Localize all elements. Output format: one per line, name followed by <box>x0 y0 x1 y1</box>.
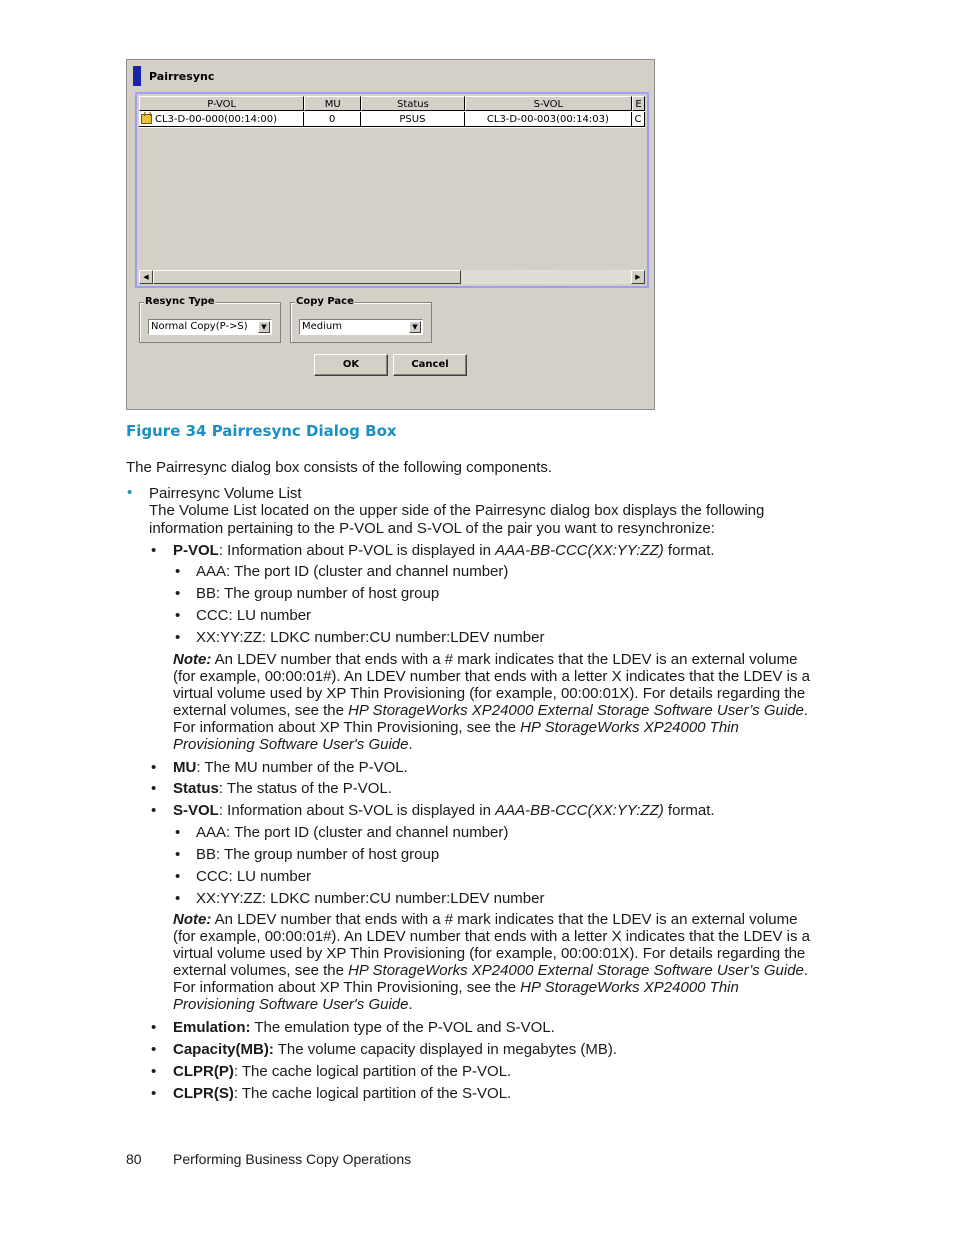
pvol-sub-bullet: • <box>175 585 181 602</box>
svol-sub-bullet: • <box>175 890 181 907</box>
note-guide-1: HP StorageWorks XP24000 External Storage Software User’s Guide <box>348 702 804 719</box>
svol-sub-item: CCC: LU number <box>196 868 312 885</box>
resync-type-group <box>139 296 281 343</box>
grid-header <box>139 96 645 111</box>
volume-grid <box>139 96 645 128</box>
emulation-text: The emulation type of the P-VOL and S-VOL. <box>250 1019 555 1036</box>
svol-sub-item: XX:YY:ZZ: LDKC number:CU number:LDEV number <box>196 890 545 907</box>
dialog-title: Pairresync <box>149 70 215 83</box>
svol-sub-item: AAA: The port ID (cluster and channel number) <box>196 824 509 841</box>
clprs-bullet: • <box>151 1085 157 1102</box>
pvol-sub-item: BB: The group number of host group <box>196 585 440 602</box>
cell-status: PSUS <box>361 112 465 127</box>
status-item <box>173 780 392 797</box>
clprp-term: CLPR(P) <box>173 1063 234 1080</box>
resync-type-label: Resync Type <box>145 296 215 307</box>
pvol-bullet: • <box>151 542 157 559</box>
svol-item <box>173 802 715 819</box>
note-label: Note: <box>173 911 212 928</box>
svol-text-pre: : Information about S-VOL is displayed in <box>218 802 496 819</box>
svol-sub-bullet: • <box>175 868 181 885</box>
resync-type-select[interactable] <box>148 319 272 335</box>
pvol-sub-bullet: • <box>175 607 181 624</box>
status-text: : The status of the P-VOL. <box>218 780 392 797</box>
section-title: Pairresync Volume List <box>149 485 302 502</box>
cancel-button[interactable]: Cancel <box>393 354 467 376</box>
note-text-3: . <box>408 996 413 1013</box>
pvol-note <box>173 651 813 753</box>
clprs-term: CLPR(S) <box>173 1085 234 1102</box>
dialog-marker <box>133 66 141 86</box>
capacity-term: Capacity(MB): <box>173 1041 274 1058</box>
svol-term: S-VOL <box>173 802 219 819</box>
pairresync-dialog <box>126 59 655 410</box>
resync-type-value: Normal Copy(P->S) <box>151 321 248 332</box>
figure-caption: Figure 34 Pairresync Dialog Box <box>126 422 397 440</box>
svol-sub-bullet: • <box>175 846 181 863</box>
pvol-sub-bullet: • <box>175 629 181 646</box>
pvol-text-pre: : Information about P-VOL is displayed in <box>218 542 496 559</box>
clprp-item <box>173 1063 511 1080</box>
pvol-item <box>173 542 715 559</box>
note-text-3: . <box>408 736 413 753</box>
scroll-left-icon[interactable]: ◀ <box>139 270 153 284</box>
pvol-value: CL3-D-00-000(00:14:00) <box>155 114 277 125</box>
pvol-format: AAA-BB-CCC(XX:YY:ZZ) <box>495 542 664 559</box>
svol-bullet: • <box>151 802 157 819</box>
capacity-bullet: • <box>151 1041 157 1058</box>
col-header-pvol[interactable]: P-VOL <box>139 96 304 111</box>
note-text-2: . For information about XP Thin Provisioning, see the <box>173 962 809 996</box>
pair-volume-icon <box>141 114 152 124</box>
chevron-down-icon[interactable]: ▼ <box>258 321 270 333</box>
copy-pace-group <box>290 296 432 343</box>
note-text-1: An LDEV number that ends with a # mark indicates that the LDEV is an external volume (for example, 00:00:01#). An LDEV number that ends with a letter X indicates that the LDEV is a virtual volume used by XP Thin Provisioning (for example, 00:00:01X). For details regarding the external volumes, see the <box>173 651 811 719</box>
pvol-term: P-VOL <box>173 542 219 559</box>
clprp-bullet: • <box>151 1063 157 1080</box>
copy-pace-label: Copy Pace <box>296 296 354 307</box>
capacity-item <box>173 1041 617 1058</box>
cell-pvol <box>139 112 304 127</box>
col-header-status[interactable]: Status <box>361 96 465 111</box>
mu-item <box>173 759 408 776</box>
emulation-bullet: • <box>151 1019 157 1036</box>
volume-list <box>135 92 649 288</box>
footer-title: Performing Business Copy Operations <box>173 1151 412 1167</box>
emulation-term: Emulation: <box>173 1019 251 1036</box>
cell-svol: CL3-D-00-003(00:14:03) <box>465 112 632 127</box>
status-term: Status <box>173 780 219 797</box>
section-bullet: • <box>127 484 133 501</box>
note-guide-2: HP StorageWorks XP24000 Thin Provisioning Software User's Guide <box>173 719 739 753</box>
section-desc-line2: information pertaining to the P-VOL and S-VOL of the pair you want to resynchronize: <box>149 520 715 537</box>
pvol-sub-item: AAA: The port ID (cluster and channel number) <box>196 563 509 580</box>
svol-note <box>173 911 813 1013</box>
col-header-svol[interactable]: S-VOL <box>465 96 632 111</box>
capacity-text: The volume capacity displayed in megabytes (MB). <box>273 1041 618 1058</box>
scroll-thumb[interactable] <box>153 270 461 284</box>
note-guide-1: HP StorageWorks XP24000 External Storage Software User’s Guide <box>348 962 804 979</box>
cell-mu: 0 <box>304 112 361 127</box>
note-text-1: An LDEV number that ends with a # mark indicates that the LDEV is an external volume (for example, 00:00:01#). An LDEV number that ends with a letter X indicates that the LDEV is a virtual volume used by XP Thin Provisioning (for example, 00:00:01X). For details regarding the external volumes, see the <box>173 911 811 979</box>
mu-bullet: • <box>151 759 157 776</box>
note-guide-2: HP StorageWorks XP24000 Thin Provisioning Software User's Guide <box>173 979 739 1013</box>
emulation-item <box>173 1019 555 1036</box>
table-row[interactable] <box>139 112 645 127</box>
svol-sub-item: BB: The group number of host group <box>196 846 440 863</box>
clprp-text: : The cache logical partition of the P-VOL. <box>233 1063 512 1080</box>
pvol-sub-item: CCC: LU number <box>196 607 312 624</box>
intro-paragraph: The Pairresync dialog box consists of the following components. <box>126 459 553 476</box>
copy-pace-value: Medium <box>302 321 342 332</box>
section-desc-line1: The Volume List located on the upper side of the Pairresync dialog box displays the following <box>149 502 765 519</box>
mu-text: : The MU number of the P-VOL. <box>196 759 408 776</box>
cell-emulation: C <box>632 112 645 127</box>
status-bullet: • <box>151 780 157 797</box>
svol-format: AAA-BB-CCC(XX:YY:ZZ) <box>495 802 664 819</box>
col-header-emulation[interactable]: E <box>632 96 645 111</box>
clprs-item <box>173 1085 511 1102</box>
page-number: 80 <box>126 1151 142 1167</box>
svol-text-post: format. <box>663 802 715 819</box>
pvol-text-post: format. <box>663 542 715 559</box>
pvol-sub-item: XX:YY:ZZ: LDKC number:CU number:LDEV number <box>196 629 545 646</box>
clprs-text: : The cache logical partition of the S-VOL. <box>233 1085 512 1102</box>
copy-pace-select[interactable] <box>299 319 423 335</box>
svol-sub-bullet: • <box>175 824 181 841</box>
ok-button[interactable]: OK <box>314 354 388 376</box>
chevron-down-icon[interactable]: ▼ <box>409 321 421 333</box>
scroll-right-icon[interactable]: ▶ <box>631 270 645 284</box>
note-text-2: . For information about XP Thin Provisioning, see the <box>173 702 809 736</box>
horizontal-scrollbar[interactable] <box>139 270 645 284</box>
grid-empty-area <box>139 128 645 268</box>
note-label: Note: <box>173 651 212 668</box>
pvol-sub-bullet: • <box>175 563 181 580</box>
col-header-mu[interactable]: MU <box>304 96 361 111</box>
mu-term: MU <box>173 759 197 776</box>
